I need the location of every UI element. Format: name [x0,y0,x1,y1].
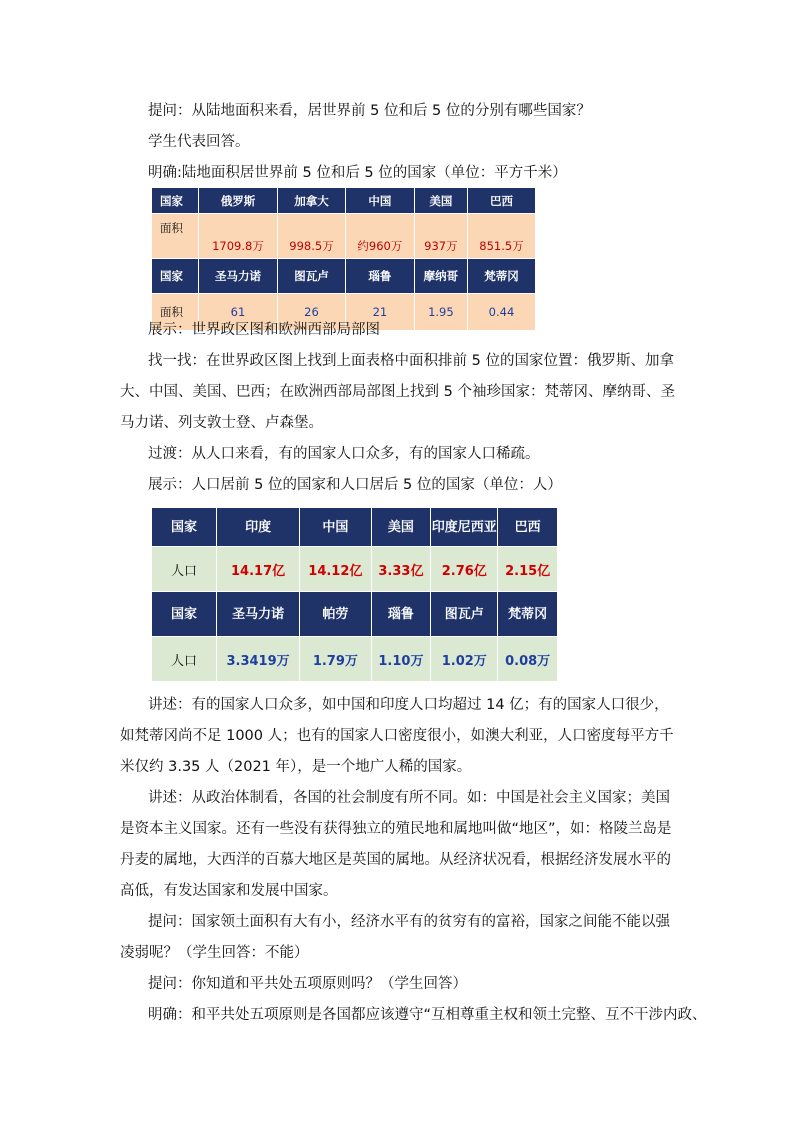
table-cell: 巴西 [498,508,558,547]
table-cell: 998.5万 [278,214,346,259]
table-cell: 2.15亿 [498,547,558,592]
table-cell: 1.10万 [372,637,432,682]
paragraph-clarify-principles: 明确：和平共处五项原则是各国都应该遵守“互相尊重主权和领土完整、互不干涉内政、 [148,1007,707,1023]
table-cell: 面积 [152,294,199,331]
paragraph-clarify-area: 明确:陆地面积居世界前 5 位和后 5 位的国家（单位：平方千米） [148,165,567,181]
table-cell: 圣马力诺 [217,592,300,637]
area-table-header-row [152,259,536,294]
table-cell: 1.95 [415,294,468,331]
population-table-row [152,547,558,592]
table-cell: 21 [346,294,415,331]
paragraph-show-maps: 展示：世界政区图和欧洲西部局部图 [148,322,380,338]
table-cell: 印度尼西亚 [431,508,498,547]
table-cell: 瑙鲁 [372,592,432,637]
table-cell: 梵蒂冈 [468,259,536,294]
table-cell: 中国 [346,188,415,214]
table-cell: 61 [199,294,278,331]
table-cell: 851.5万 [468,214,536,259]
paragraph-transition: 过渡：从人口来看，有的国家人口众多，有的国家人口稀疏。 [148,446,540,462]
table-cell: 印度 [217,508,300,547]
table-cell: 圣马力诺 [199,259,278,294]
table-cell: 3.33亿 [372,547,432,592]
paragraph-student-answer: 学生代表回答。 [148,134,250,150]
population-table-row [152,637,558,682]
table-cell: 14.17亿 [217,547,300,592]
population-table-header-row [152,508,558,547]
table-cell: 图瓦卢 [431,592,498,637]
table-cell: 14.12亿 [300,547,371,592]
table-cell: 巴西 [468,188,536,214]
paragraph-narrate-population: 讲述：有的国家人口众多，如中国和印度人口均超过 14 亿；有的国家人口很少，如梵蒂冈尚不足 1000 人；也有的国家人口密度很小，如澳大利亚，人口密度每平方千米仅约 3.35 人（2021 年），是一个地广人稀的国家。 [120,697,674,775]
table-cell: 国家 [152,188,199,214]
table-cell: 美国 [372,508,432,547]
area-table-header-row [152,188,536,214]
table-cell: 图瓦卢 [278,259,346,294]
population-table [152,508,558,682]
table-cell: 人口 [152,547,217,592]
table-cell: 帕劳 [300,592,371,637]
table-cell: 国家 [152,259,199,294]
table-cell: 梵蒂冈 [498,592,558,637]
area-table-row [152,214,536,259]
table-cell: 面积 [152,214,199,259]
table-cell: 俄罗斯 [199,188,278,214]
population-table-header-row [152,592,558,637]
table-cell: 3.3419万 [217,637,300,682]
table-cell: 2.76亿 [431,547,498,592]
table-cell: 中国 [300,508,371,547]
table-cell: 国家 [152,592,217,637]
table-cell: 摩纳哥 [415,259,468,294]
table-cell: 约960万 [346,214,415,259]
area-table [152,188,536,331]
paragraph-question-principles: 提问：你知道和平共处五项原则吗？（学生回答） [148,976,467,992]
table-cell: 1709.8万 [199,214,278,259]
table-cell: 0.08万 [498,637,558,682]
paragraph-narrate-politics: 讲述：从政治体制看，各国的社会制度有所不同。如：中国是社会主义国家；美国是资本主义国家。还有一些没有获得独立的殖民地和属地叫做“地区”，如：格陵兰岛是丹麦的属地，大西洋的百慕大地区是英国的属地。从经济状况看，根据经济发展水平的高低，有发达国家和发展中国家。 [120,790,672,899]
table-cell: 美国 [415,188,468,214]
paragraph-find-countries: 找一找：在世界政区图上找到上面表格中面积排前 5 位的国家位置：俄罗斯、加拿大、中国、美国、巴西；在欧洲西部局部图上找到 5 个袖珍国家：梵蒂冈、摩纳哥、圣马力诺、列支敦士登、卢森堡。 [120,353,675,431]
table-cell: 国家 [152,508,217,547]
table-cell: 加拿大 [278,188,346,214]
table-cell: 人口 [152,637,217,682]
table-cell: 1.79万 [300,637,371,682]
table-cell: 1.02万 [431,637,498,682]
paragraph-question-area: 提问：从陆地面积来看，居世界前 5 位和后 5 位的分别有哪些国家？ [148,103,591,119]
paragraph-show-population: 展示：人口居前 5 位的国家和人口居后 5 位的国家（单位：人） [148,477,562,493]
paragraph-question-equality: 提问：国家领土面积有大有小，经济水平有的贫穷有的富裕，国家之间能不能以强凌弱呢？（学生回答：不能） [120,914,670,961]
table-cell: 0.44 [468,294,536,331]
table-cell: 26 [278,294,346,331]
table-cell: 瑙鲁 [346,259,415,294]
table-cell: 937万 [415,214,468,259]
